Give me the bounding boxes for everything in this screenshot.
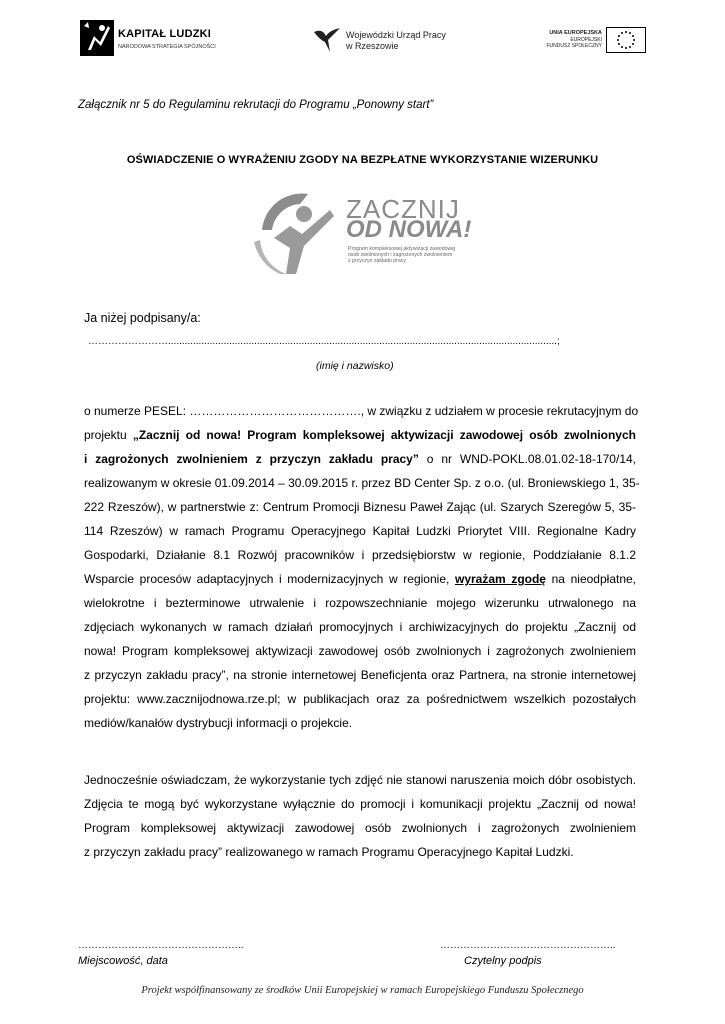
body2-l4: z przyczyn zakładu pracy” realizowanego w ramach Programu Operacyjnego Kapitał Ludzki. [84,845,574,859]
body2-l2: Zdjęcia te mogą być wykorzystane wyłącznie do promocji i komunikacji projektu „Zacznij od nowa! [84,797,636,811]
ue-line1: UNIA EUROPEJSKA [549,30,602,36]
body-l4: realizowanym w okresie 01.09.2014 – 30.09.2015 r. przez BD Center Sp. z o.o. (ul. Broniewskiego 1, 35- [84,476,640,490]
place-date-dots: ………………………………………….. [78,940,244,951]
body-l14: mediów/kanałów dystrybucji informacji o projekcie. [84,716,353,730]
body-line-1 [84,404,639,418]
wup-line1: Wojewódzki Urząd Pracy [346,30,446,40]
body-l6: 114 Rzeszów) w ramach Programu Operacyjnego Kapitał Ludzki Priorytet VIII. Regionalne Kadry [84,524,636,538]
body-l1: o numerze PESEL: ……………………………………., w związku z udziałem w procesie rekrutacyjnym do [84,404,639,418]
wup-logo [312,26,462,56]
ue-line3: FUNDUSZ SPOŁECZNY [546,43,602,49]
body-line-3 [84,452,636,466]
logo-small3: z przyczyn zakładu pracy [348,258,406,264]
intro-text: Ja niżej podpisany/a: [84,311,201,325]
body-l5: 222 Rzeszów), w partnerstwie z: Centrum Promocji Biznesu Paweł Zając (ul. Szarych Szeregów 5, 35- [84,500,636,514]
signature-label: Czytelny podpis [464,955,542,967]
body-line-7 [84,548,636,562]
ue-line2: EUROPEJSKI [570,36,602,43]
document-title: OŚWIADCZENIE O WYRAŻENIU ZGODY NA BEZPŁATNE WYKORZYSTANIE WIZERUNKU [126,154,599,166]
consent-phrase: wyrażam zgodę [454,572,546,586]
logo-small1: Program kompleksowej aktywizacji zawodowej [348,246,456,252]
body-line-9 [84,596,636,610]
name-caption: (imię i nazwisko) [316,360,394,372]
body2-line-1 [84,773,636,787]
zacznij-od-nowa-logo [250,190,490,280]
body-l3b: o nr WND-POKL.08.01.02-18-170/14, [418,452,636,466]
body-line-5 [84,500,636,514]
project-name-bold-2: i zagrożonych zwolnieniem z przyczyn zakładu pracy” [84,452,419,466]
body2-line-3 [84,821,636,835]
kapital-ludzki-logo [80,20,220,60]
kapital-ludzki-emblem [80,20,114,56]
place-date-label: Miejscowość, data [78,955,168,967]
ue-text [540,30,602,50]
body2-l3: Program kompleksowej aktywizacji zawodowej osób zwolnionych i zagrożonych zwolnieniem [84,821,636,835]
signature-dots: …………………………………………….. [440,940,616,951]
body-l8a: Wsparcie procesów adaptacyjnych i modernizacyjnych w regionie, [84,572,455,586]
body-l8c: na nieodpłatne, [545,572,637,586]
body-line-2 [84,428,636,442]
body-line-12 [84,668,636,682]
body-line-8 [84,572,636,586]
kl-subtitle: NARODOWA STRATEGIA SPÓJNOŚCI [118,44,216,50]
footer-text: Projekt współfinansowany ze środków Unii Europejskiej w ramach Europejskiego Funduszu Społecznego [141,985,584,996]
body-line-13 [84,692,636,706]
body-l2a: projektu [84,428,133,442]
body-l10: zdjęciach wykonanych w ramach działań promocyjnych i archiwizacyjnych do projektu „Zacznij od [84,620,636,634]
zacznij-figure-icon [250,190,342,278]
ue-logo [540,27,660,55]
logo-line1: ZACZNIJ [346,194,460,224]
body-l9: wielokrotne i bezterminowe utrwalenie i rozpowszechnianie mojego wizerunku utrwalonego na [84,596,636,610]
body-l7: Gospodarki, Działanie 8.1 Rozwój pracowników i przedsiębiorstw w regionie, Poddziałanie 8.1.2 [84,548,636,562]
wup-line2: w Rzeszowie [346,41,399,51]
body-l12: z przyczyn zakładu pracy”, na stronie internetowej Beneficjenta oraz Partnera, na stronie internetowej [84,668,636,682]
body2-line-2 [84,797,636,811]
kl-title: KAPITAŁ LUDZKI [118,28,212,40]
body-line-4 [84,476,640,490]
body-line-6 [84,524,636,538]
body2-line-4 [84,845,636,859]
body-l13: projektu: www.zacznijodnowa.rze.pl; w publikacjach oraz za pośrednictwem wszelkich pozostałych [84,692,636,706]
body-line-10 [84,620,636,634]
body-line-14 [84,716,636,730]
name-dots-line: ……………………............................................................................................................................................; [88,336,560,347]
eu-flag-icon [606,27,646,53]
body-line-11 [84,644,636,658]
project-name-bold-1: „Zacznij od nowa! Program kompleksowej aktywizacji zawodowej osób zwolnionych [132,428,636,442]
body2-l1: Jednocześnie oświadczam, że wykorzystanie tych zdjęć nie stanowi naruszenia moich dóbr osobistych. [84,773,636,787]
logo-small2: osób zwolnionych i zagrożonych zwolnieniem [348,252,453,258]
wup-bird-icon [312,26,342,54]
logo-line2: OD NOWA! [346,216,472,243]
annex-line: Załącznik nr 5 do Regulaminu rekrutacji do Programu „Ponowny start” [78,99,434,111]
body-l11: nowa! Program kompleksowej aktywizacji zawodowej osób zwolnionych i zagrożonych zwolnieniem [84,644,636,658]
